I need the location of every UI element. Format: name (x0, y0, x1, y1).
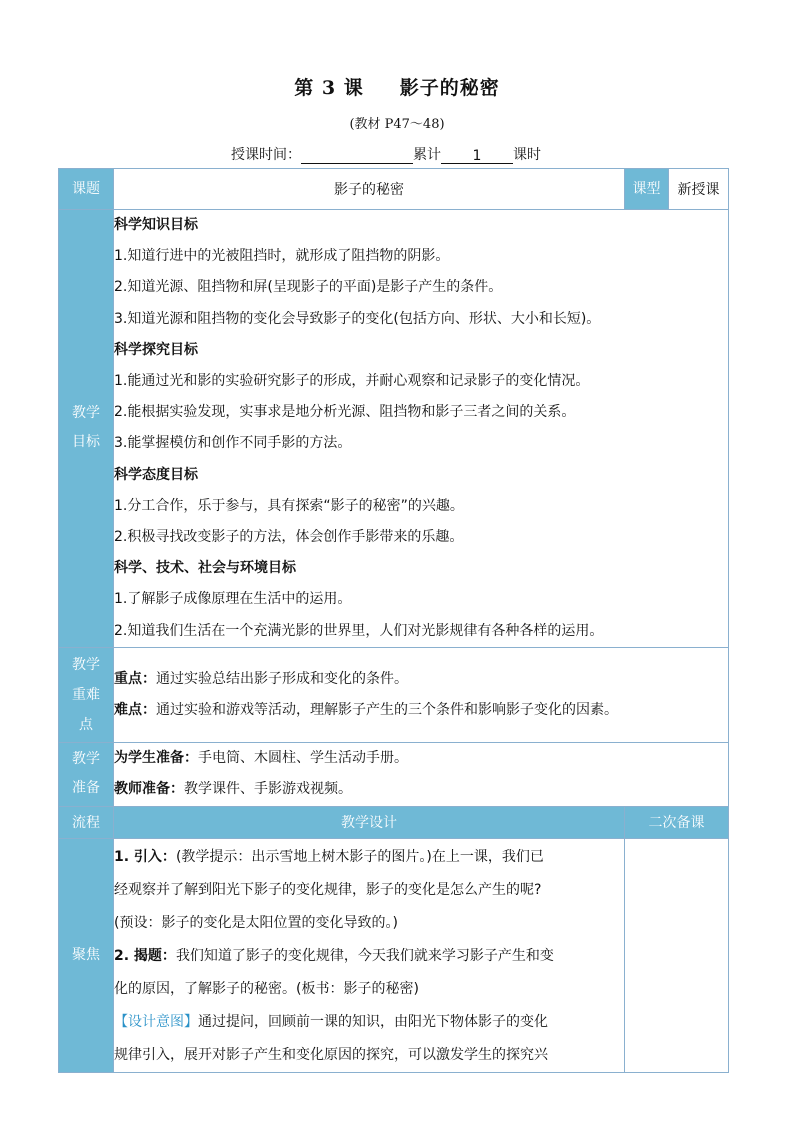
intro-text-1: (教学提示：出示雪地上树木影子的图片。)在上一课，我们已 (175, 848, 544, 865)
lesson-number: 第 3 课 (294, 77, 364, 99)
key-point-text: 通过实验总结出影子形成和变化的条件。 (156, 670, 408, 687)
hours-value: 1 (472, 148, 482, 164)
topic-reveal-text-1: 我们知道了影子的变化规律，今天我们就来学习影子产生和变 (175, 947, 554, 964)
lesson-plan-table (58, 168, 729, 1073)
design-intent-line-2: 规律引入，展开对影子产生和变化原因的探究，可以激发学生的探究兴 (114, 1046, 548, 1063)
goals-label-line1: 教学 (72, 405, 100, 422)
attitude-goal-2: 2.积极寻找改变影子的方法，体会创作手影带来的乐趣。 (114, 529, 464, 546)
design-intent-text-1: 通过提问，回顾前一课的知识，由阳光下物体影子的变化 (198, 1013, 548, 1030)
difficult-point-title: 难点： (114, 701, 156, 718)
sts-goal-title: 科学、技术、社会与环境目标 (114, 560, 296, 577)
key-points-label-line3: 点 (79, 716, 93, 733)
intro-line-1 (114, 841, 624, 874)
inquiry-goal-2: 2.能根据实验发现，实事求是地分析光源、阻挡物和影子三者之间的关系。 (114, 404, 576, 421)
preparation-label-line2: 准备 (72, 780, 100, 797)
teacher-preparation-title: 教师准备： (114, 781, 184, 798)
sts-goal-2: 2.知道我们生活在一个充满光影的世界里，人们对光影规律有各种各样的运用。 (114, 622, 604, 639)
inquiry-goal-3: 3.能掌握模仿和创作不同手影的方法。 (114, 435, 352, 452)
page-title (0, 73, 794, 100)
intro-line-3: (预设：影子的变化是太阳位置的变化导致的。) (114, 914, 398, 931)
teacher-preparation (114, 774, 728, 805)
inquiry-goal-title: 科学探究目标 (114, 341, 198, 358)
focus-row (59, 838, 729, 1072)
key-points-label-line1: 教学 (72, 656, 100, 673)
topic-row (59, 169, 729, 210)
attitude-goal-title: 科学态度目标 (114, 466, 198, 483)
lesson-type-label: 课型 (625, 169, 669, 210)
preparation-content (114, 742, 729, 806)
goals-content (114, 210, 729, 648)
second-prep-cell (625, 838, 729, 1072)
intro-title: 1. 引入： (114, 848, 176, 865)
preparation-row (59, 742, 729, 806)
key-points-content (114, 647, 729, 742)
knowledge-goal-1: 1.知道行进中的光被阻挡时，就形成了阻挡物的阴影。 (114, 248, 450, 265)
student-preparation (114, 743, 728, 774)
goals-label (59, 210, 114, 648)
topic-reveal-line-1 (114, 940, 624, 973)
time-label: 授课时间： (231, 147, 301, 163)
design-intent-title: 【设计意图】 (114, 1013, 198, 1030)
goals-row (59, 210, 729, 648)
process-header-second-prep: 二次备课 (625, 806, 729, 838)
topic-label: 课题 (59, 169, 114, 210)
knowledge-goal-3: 3.知道光源和阻挡物的变化会导致影子的变化(包括方向、形状、大小和长短)。 (114, 310, 601, 327)
time-blank (301, 148, 413, 164)
knowledge-goal-2: 2.知道光源、阻挡物和屏(呈现影子的平面)是影子产生的条件。 (114, 279, 503, 296)
inquiry-goal-1: 1.能通过光和影的实验研究影子的形成，并耐心观察和记录影子的变化情况。 (114, 373, 590, 390)
sts-goal-1: 1.了解影子成像原理在生活中的运用。 (114, 591, 352, 608)
intro-line-2: 经观察并了解到阳光下影子的变化规律，影子的变化是怎么产生的呢? (114, 881, 542, 898)
student-preparation-text: 手电筒、木圆柱、学生活动手册。 (198, 750, 408, 767)
total-label: 累计 (413, 147, 441, 163)
knowledge-goal-title: 科学知识目标 (114, 217, 198, 233)
topic-value: 影子的秘密 (114, 169, 625, 210)
key-points-label-line2: 重难 (72, 686, 100, 703)
preparation-label-line1: 教学 (72, 751, 100, 768)
lesson-title: 影子的秘密 (399, 77, 500, 99)
topic-reveal-title: 2. 揭题： (114, 947, 176, 964)
textbook-pages: (教材 P47～48) (349, 117, 445, 132)
process-header-row (59, 806, 729, 838)
difficult-point (114, 695, 728, 726)
focus-content (114, 838, 625, 1072)
focus-label: 聚焦 (59, 838, 114, 1072)
design-intent-line-1 (114, 1006, 624, 1039)
key-points-label (59, 647, 114, 742)
goals-label-line2: 目标 (72, 434, 100, 451)
process-header-design: 教学设计 (114, 806, 625, 838)
key-points-row (59, 647, 729, 742)
teacher-preparation-text: 教学课件、手影游戏视频。 (184, 781, 352, 798)
attitude-goal-1: 1.分工合作，乐于参与，具有探索“影子的秘密”的兴趣。 (114, 497, 464, 514)
process-header-flow: 流程 (59, 806, 114, 838)
student-preparation-title: 为学生准备： (114, 750, 198, 767)
teaching-time-line (231, 144, 541, 164)
topic-reveal-line-2: 化的原因，了解影子的秘密。(板书：影子的秘密) (114, 980, 419, 997)
hours-label: 课时 (513, 147, 541, 163)
key-point-title: 重点： (114, 670, 156, 687)
lesson-type-value: 新授课 (669, 169, 729, 210)
hours-blank (441, 148, 513, 164)
key-point (114, 664, 728, 695)
difficult-point-text: 通过实验和游戏等活动，理解影子产生的三个条件和影响影子变化的因素。 (156, 701, 618, 718)
preparation-label (59, 742, 114, 806)
